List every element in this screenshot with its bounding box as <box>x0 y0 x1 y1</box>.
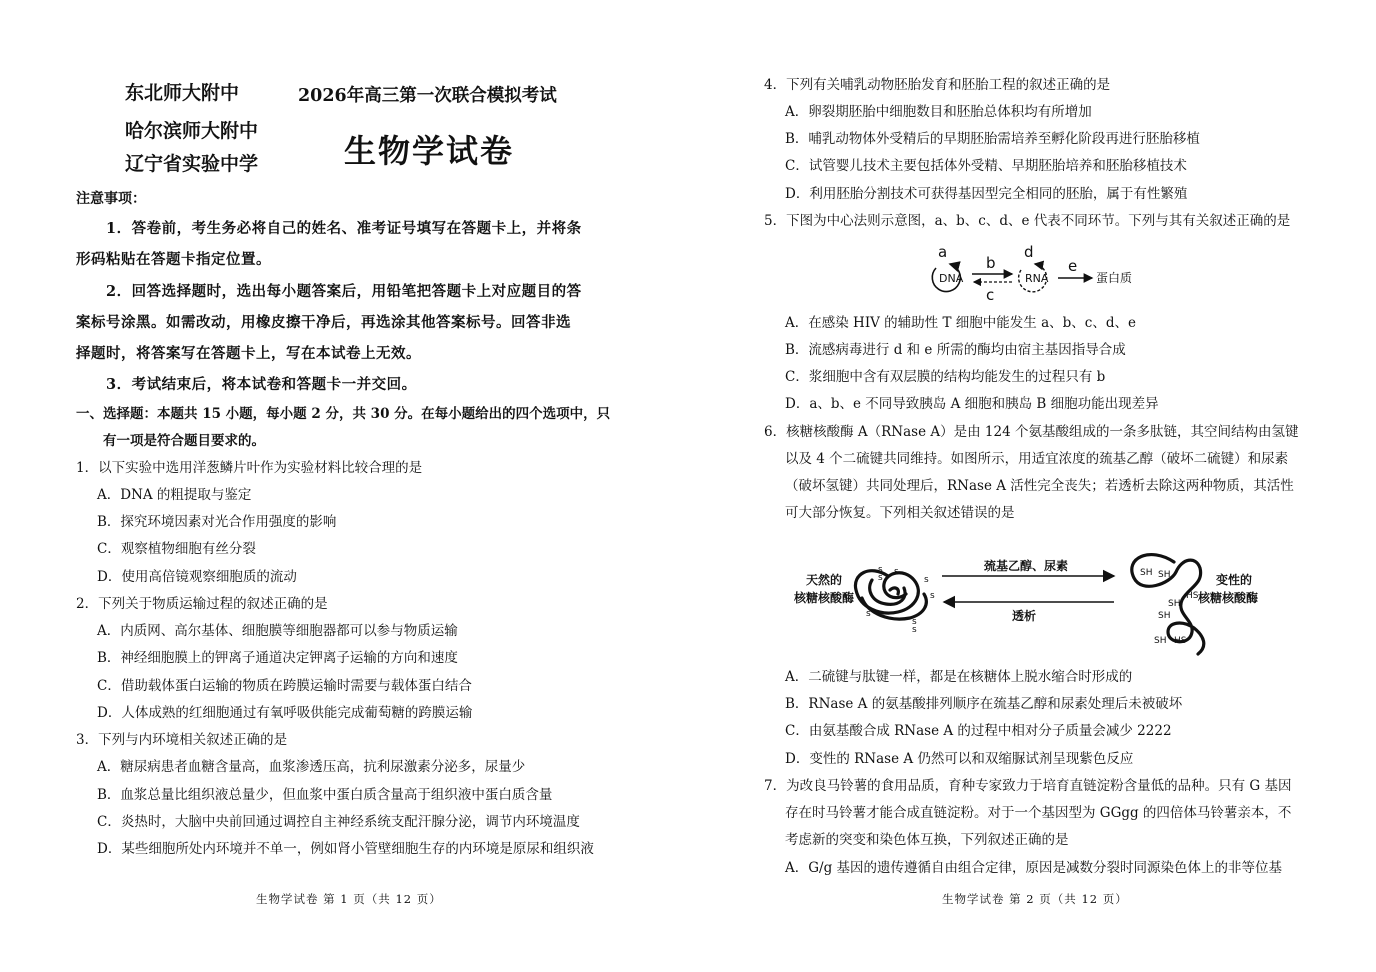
option-c: C．炎热时，大脑中央前回通过调控自主神经系统支配汗腺分泌，调节内环境温度 <box>97 814 580 830</box>
page-footer-2: 生物学试卷 第 2 页（共 12 页） <box>942 892 1128 906</box>
notice-item1-line2: 形码粘贴在答题卡指定位置。 <box>76 251 271 268</box>
notice-heading: 注意事项： <box>76 191 146 207</box>
denatured-label-2: 核糖核酸酶 <box>1198 591 1259 605</box>
notice-item3: 3．考试结束后，将本试卷和答题卡一并交回。 <box>106 376 417 393</box>
s-label: s <box>878 573 883 583</box>
native-label-1: 天然的 <box>806 573 843 587</box>
school-name-2: 哈尔滨师大附中 <box>125 120 259 142</box>
option-c: C．借助载体蛋白运输的物质在跨膜运输时需要与载体蛋白结合 <box>97 678 472 694</box>
notice-item2-line2: 案标号涂黑。如需改动，用橡皮擦干净后，再选涂其他答案标号。回答非选 <box>76 314 571 331</box>
question-stem: 以及 4 个二硫键共同维持。如图所示，用适宜浓度的巯基乙醇（破坏二硫键）和尿素 <box>785 451 1289 467</box>
subject-title: 生物学试卷 <box>344 132 515 170</box>
question-stem: 7．为改良马铃薯的食用品质，育种专家致力于培育直链淀粉含量低的品种。只有 G 基因 <box>764 778 1292 794</box>
option-d: D．a、b、e 不同导致胰岛 A 细胞和胰岛 B 细胞功能出现差异 <box>785 396 1159 412</box>
question-stem: 1．以下实验中选用洋葱鳞片叶作为实验材料比较合理的是 <box>76 460 423 476</box>
sh-label: SH <box>1158 611 1171 621</box>
section-heading-line1: 一、选择题：本题共 15 小题，每小题 2 分，共 30 分。在每小题给出的四个选项中，只 <box>76 406 611 422</box>
s-label: s <box>930 591 935 601</box>
option-c: C．观察植物细胞有丝分裂 <box>97 541 256 557</box>
s-label: s <box>912 617 917 627</box>
s-label: s <box>878 565 883 575</box>
option-d: D．变性的 RNase A 仍然可以和双缩脲试剂呈现紫色反应 <box>785 751 1134 767</box>
denatured-label-1: 变性的 <box>1216 573 1253 587</box>
sh-label: SH <box>1168 599 1181 609</box>
option-c: C．试管婴儿技术主要包括体外受精、早期胚胎培养和胚胎移植技术 <box>785 158 1187 174</box>
option-d: D．使用高倍镜观察细胞质的流动 <box>97 569 297 585</box>
option-a: A．DNA 的粗提取与鉴定 <box>97 487 252 503</box>
dna-label: DNA <box>939 272 964 285</box>
native-label-2: 核糖核酸酶 <box>794 591 855 605</box>
label-c: c <box>986 286 995 304</box>
option-a: A．糖尿病患者血糖含量高，血浆渗透压高，抗利尿激素分泌多，尿量少 <box>97 759 526 775</box>
rnase-figure <box>790 528 1280 664</box>
question-stem: 4．下列有关哺乳动物胚胎发育和胚胎工程的叙述正确的是 <box>764 77 1111 93</box>
option-d: D．某些细胞所处内环境并不单一，例如肾小管壁细胞生存的内环境是原尿和组织液 <box>97 841 594 857</box>
section-heading-line2: 有一项是符合题目要求的。 <box>103 433 265 449</box>
question-stem: 3．下列与内环境相关叙述正确的是 <box>76 732 288 748</box>
denature-label: 巯基乙醇、尿素 <box>984 559 1069 573</box>
label-e: e <box>1068 257 1078 275</box>
notice-item2-line3: 择题时，将答案写在答题卡上，写在本试卷上无效。 <box>76 345 421 362</box>
central-dogma-figure <box>920 238 1150 304</box>
option-b: B．探究环境因素对光合作用强度的影响 <box>97 514 337 530</box>
question-stem: 2．下列关于物质运输过程的叙述正确的是 <box>76 596 328 612</box>
s-label: s <box>912 625 917 635</box>
question-stem: 可大部分恢复。下列相关叙述错误的是 <box>785 505 1015 521</box>
hs-label: HS <box>1174 636 1187 646</box>
option-b: B．哺乳动物体外受精后的早期胚胎需培养至孵化阶段再进行胚胎移植 <box>785 131 1200 147</box>
rna-label: RNA <box>1025 272 1049 285</box>
protein-label: 蛋白质 <box>1096 271 1133 285</box>
school-name-1: 东北师大附中 <box>125 82 240 104</box>
option-a: A．G/g 基因的遗传遵循自由组合定律，原因是减数分裂时同源染色体上的非等位基 <box>785 860 1283 876</box>
option-c: C．浆细胞中含有双层膜的结构均能发生的过程只有 b <box>785 369 1106 385</box>
dialysis-label: 透析 <box>1012 609 1037 623</box>
s-label: s <box>866 609 871 619</box>
exam-name: 2026年高三第一次联合模拟考试 <box>298 86 557 106</box>
s-label: s <box>924 575 929 585</box>
question-stem: （破坏氢键）共同处理后，RNase A 活性完全丧失；若透析去除这两种物质，其活性 <box>785 478 1294 494</box>
school-name-3: 辽宁省实验中学 <box>125 153 259 175</box>
option-b: B．流感病毒进行 d 和 e 所需的酶均由宿主基因指导合成 <box>785 342 1126 358</box>
option-d: D．利用胚胎分割技术可获得基因型完全相同的胚胎，属于有性繁殖 <box>785 186 1188 202</box>
question-stem: 考虑新的突变和染色体互换，下列叙述正确的是 <box>785 832 1069 848</box>
option-d: D．人体成熟的红细胞通过有氧呼吸供能完成葡萄糖的跨膜运输 <box>97 705 473 721</box>
notice-item1-line1: 1．答卷前，考生务必将自己的姓名、准考证号填写在答题卡上，并将条 <box>106 220 582 237</box>
option-c: C．由氨基酸合成 RNase A 的过程中相对分子质量会减少 2222 <box>785 723 1172 739</box>
option-a: A．在感染 HIV 的辅助性 T 细胞中能发生 a、b、c、d、e <box>785 315 1136 331</box>
label-d: d <box>1024 243 1034 261</box>
notice-item2-line1: 2．回答选择题时，选出每小题答案后，用铅笔把答题卡上对应题目的答 <box>106 283 582 300</box>
question-stem: 6．核糖核酸酶 A（RNase A）是由 124 个氨基酸组成的一条多肽链，其空间结构由氢键 <box>764 424 1299 440</box>
hs-label: HS <box>1186 591 1199 601</box>
s-label: s <box>894 567 899 577</box>
page-footer-1: 生物学试卷 第 1 页（共 12 页） <box>256 892 442 906</box>
option-a: A．内质网、高尔基体、细胞膜等细胞器都可以参与物质运输 <box>97 623 458 639</box>
question-stem: 存在时马铃薯才能合成直链淀粉。对于一个基因型为 GGgg 的四倍体马铃薯亲本，不 <box>785 805 1292 821</box>
question-stem: 5．下图为中心法则示意图，a、b、c、d、e 代表不同环节。下列与其有关叙述正确的是 <box>764 213 1291 229</box>
label-a: a <box>938 243 948 261</box>
option-b: B．神经细胞膜上的钾离子通道决定钾离子运输的方向和速度 <box>97 650 458 666</box>
option-b: B．血浆总量比组织液总量少，但血浆中蛋白质含量高于组织液中蛋白质含量 <box>97 787 553 803</box>
sh-label: SH <box>1140 568 1153 578</box>
option-b: B．RNase A 的氨基酸排列顺序在巯基乙醇和尿素处理后未被破坏 <box>785 696 1183 712</box>
option-a: A．二硫键与肽键一样，都是在核糖体上脱水缩合时形成的 <box>785 669 1133 685</box>
sh-label: SH <box>1154 636 1167 646</box>
sh-label: SH <box>1158 570 1171 580</box>
option-a: A．卵裂期胚胎中细胞数目和胚胎总体积均有所增加 <box>785 104 1092 120</box>
label-b: b <box>986 254 996 272</box>
